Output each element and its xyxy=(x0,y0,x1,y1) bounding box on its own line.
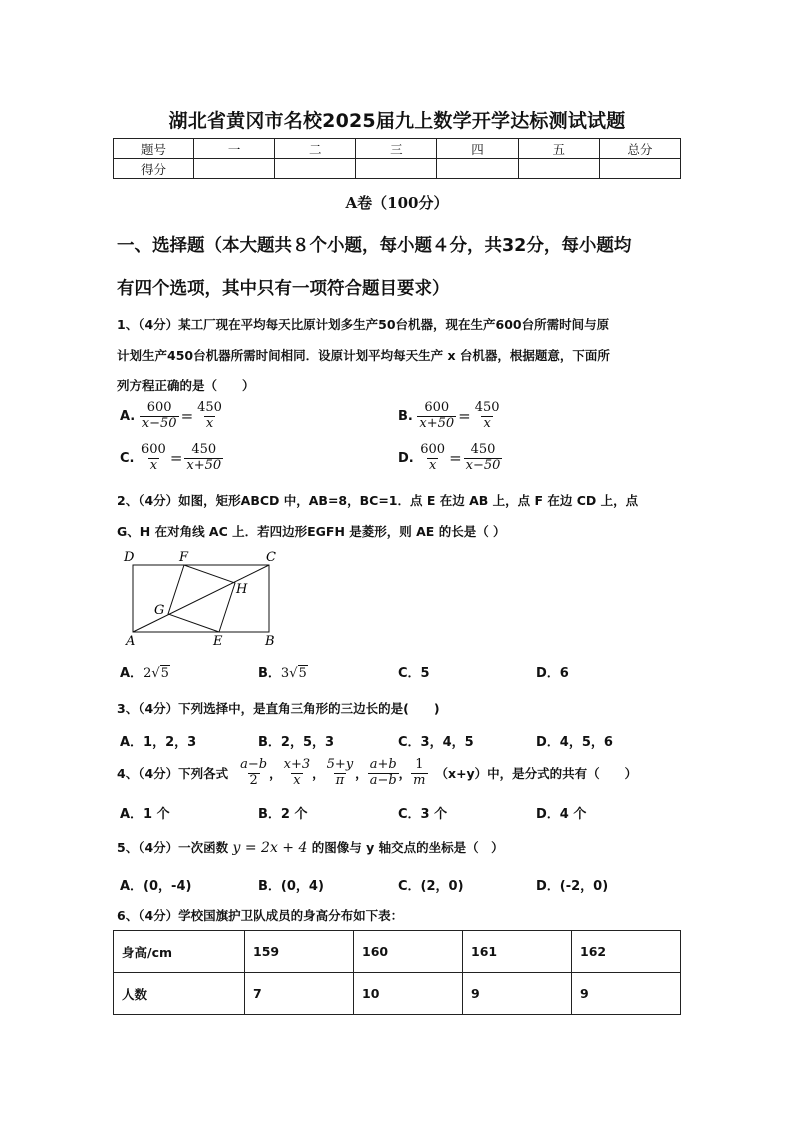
q4-stem xyxy=(117,752,687,794)
linear-function-expression: y = 2x + 4 xyxy=(232,840,308,856)
score-cell[interactable] xyxy=(599,159,680,179)
q2-line2: G、H 在对角线 AC 上．若四边形EGFH 是菱形，则 AE 的长是（ ） xyxy=(117,524,506,539)
option-text: 6 xyxy=(559,666,569,681)
fraction xyxy=(418,443,447,474)
q2-option-d[interactable] xyxy=(536,662,569,681)
diagonal-ac xyxy=(133,565,269,632)
score-header-cell: 五 xyxy=(518,139,599,159)
q3-stem: 3、（4分）下列选择中，是直角三角形的三边长的是( ) xyxy=(117,701,440,716)
table-cell: 9 xyxy=(463,973,572,1015)
separator: ， xyxy=(355,766,368,781)
fraction xyxy=(238,758,269,789)
numerator: 450 xyxy=(191,442,217,457)
option-label: A． xyxy=(120,666,144,681)
score-table-header-row xyxy=(114,139,681,159)
table-cell: 身高/cm xyxy=(114,931,245,973)
radicand: 5 xyxy=(298,666,307,681)
numerator: 450 xyxy=(474,400,500,415)
score-cell[interactable] xyxy=(356,159,437,179)
option-label: B． xyxy=(258,666,281,681)
option-label: A. xyxy=(120,408,136,424)
q5-stem xyxy=(117,838,687,856)
section-a-heading: A卷（100分） xyxy=(345,194,449,212)
denominator: x−50 xyxy=(141,415,177,431)
part1-heading-line2: 有四个选项，其中只有一项符合题目要求） xyxy=(117,279,450,299)
separator: ， xyxy=(312,766,325,781)
fraction xyxy=(325,758,356,789)
q1-option-d[interactable]: D. $\frac{600}{x}$ = $\frac{450}{x-50}$ xyxy=(398,442,501,473)
fraction xyxy=(139,443,168,474)
numerator: 1 xyxy=(415,756,424,772)
fraction xyxy=(368,758,399,789)
denominator: x xyxy=(149,457,158,473)
denominator: 2 xyxy=(249,772,258,788)
score-header-cell: 题号 xyxy=(114,139,194,159)
score-cell[interactable] xyxy=(275,159,356,179)
table-cell: 162 xyxy=(572,931,681,973)
label-f: F xyxy=(179,550,189,565)
coefficient: 2 xyxy=(143,666,152,681)
numerator: x+3 xyxy=(283,756,311,772)
q3-option-c[interactable]: C．3，4，5 xyxy=(398,735,474,750)
q2-line1: 2、（4分）如图，矩形ABCD 中，AB=8，BC=1．点 E 在边 AB 上，点 F 在边 CD 上，点 xyxy=(117,493,639,508)
q5-option-d[interactable]: D．(-2，0) xyxy=(536,879,609,894)
option-label: C. xyxy=(120,450,135,466)
option-text: 5 xyxy=(420,666,430,681)
q2-option-a[interactable] xyxy=(120,662,170,681)
q4-option-c[interactable]: C．3 个 xyxy=(398,807,448,822)
q1-line1: 1、（4分）某工厂现在平均每天比原计划多生产50台机器，现在生产600台所需时间与原 xyxy=(117,317,610,332)
numerator: 450 xyxy=(197,400,222,415)
denominator: x xyxy=(205,415,214,431)
q5-option-c[interactable]: C．(2，0) xyxy=(398,879,464,894)
numerator: 5+y xyxy=(326,756,354,772)
q1-option-c[interactable]: C. $\frac{600}{x}$ = $\frac{450}{x+50}$ xyxy=(120,442,222,473)
option-label: D． xyxy=(536,666,560,681)
fraction xyxy=(184,443,223,474)
q2-option-b[interactable] xyxy=(258,662,308,681)
exam-title: 湖北省黄冈市名校2025届九上数学开学达标测试试题 xyxy=(168,110,626,132)
numerator: a+b xyxy=(369,756,397,772)
table-cell: 9 xyxy=(572,973,681,1015)
q4-prefix: 4、（4分）下列各式 xyxy=(117,766,229,781)
table-cell: 人数 xyxy=(114,973,245,1015)
table-row xyxy=(114,931,681,973)
table-cell: 7 xyxy=(245,973,354,1015)
denominator: x+50 xyxy=(186,457,222,473)
rectangle-rhombus-figure xyxy=(120,546,280,650)
label-c: C xyxy=(266,550,276,565)
fraction xyxy=(282,758,313,789)
score-header-cell: 三 xyxy=(356,139,437,159)
score-table xyxy=(113,138,681,179)
fraction xyxy=(411,758,427,789)
score-row-label: 得分 xyxy=(114,159,194,179)
table-cell: 10 xyxy=(354,973,463,1015)
q6-stem: 6、（4分）学校国旗护卫队成员的身高分布如下表： xyxy=(117,908,404,923)
q1-line3: 列方程正确的是（ ） xyxy=(117,378,255,393)
table-cell: 160 xyxy=(354,931,463,973)
table-cell: 161 xyxy=(463,931,572,973)
label-a: A xyxy=(126,634,136,649)
denominator: x+50 xyxy=(419,415,455,431)
fraction xyxy=(464,443,503,474)
q5-option-a[interactable]: A．(0，-4) xyxy=(120,879,192,894)
q1-option-b[interactable]: B. $\frac{600}{x+50}$ = $\frac{450}{x}$ xyxy=(398,400,500,431)
q5-option-b[interactable]: B．(0，4) xyxy=(258,879,324,894)
q5-suffix: 的图像与 y 轴交点的坐标是（ ） xyxy=(311,840,504,855)
label-e: E xyxy=(213,634,223,649)
q1-line2: 计划生产450台机器所需时间相同．设原计划平均每天生产 x 台机器，根据题意，下面所 xyxy=(117,348,610,363)
radicand: 5 xyxy=(160,666,169,681)
q1-option-a[interactable]: A. $\frac{600}{x-50}$ = $\frac{450}{x}$ xyxy=(120,400,222,431)
fraction xyxy=(417,401,456,432)
q5-prefix: 5、（4分）一次函数 xyxy=(117,840,229,855)
height-distribution-table xyxy=(113,930,681,1015)
score-table-score-row xyxy=(114,159,681,179)
label-h: H xyxy=(236,582,248,597)
denominator: x−50 xyxy=(465,457,501,473)
fraction xyxy=(473,401,502,432)
q4-option-a[interactable]: A．1 个 xyxy=(120,807,170,822)
score-cell[interactable] xyxy=(518,159,599,179)
part1-heading-line1: 一、选择题（本大题共８个小题，每小题４分，共32分，每小题均 xyxy=(117,236,632,256)
q4-option-b[interactable]: B．2 个 xyxy=(258,807,308,822)
score-cell[interactable] xyxy=(437,159,518,179)
score-header-cell: 四 xyxy=(437,139,518,159)
q3-option-b[interactable]: B．2，5，3 xyxy=(258,735,335,750)
score-header-cell: 总分 xyxy=(599,139,680,159)
q3-option-a[interactable]: A．1，2，3 xyxy=(120,735,197,750)
table-cell: 159 xyxy=(245,931,354,973)
fraction xyxy=(140,401,179,432)
q2-option-c[interactable] xyxy=(398,662,430,681)
option-label: B. xyxy=(398,408,413,424)
numerator: 600 xyxy=(420,442,446,457)
numerator: 450 xyxy=(470,442,496,457)
table-row xyxy=(114,973,681,1015)
denominator: π xyxy=(335,772,345,788)
denominator: a−b xyxy=(369,772,397,788)
sqrt-expression: 3√5 xyxy=(280,666,307,681)
sqrt-expression: 2√5 xyxy=(143,666,169,681)
numerator: 600 xyxy=(424,400,450,415)
option-label: D. xyxy=(398,450,414,466)
separator: ， xyxy=(398,766,412,781)
fraction xyxy=(195,401,224,432)
label-g: G xyxy=(154,603,165,618)
score-header-cell: 一 xyxy=(194,139,275,159)
separator: ， xyxy=(269,766,282,781)
denominator: m xyxy=(413,772,426,788)
q4-suffix: （x+y）中，是分式的共有（ ） xyxy=(435,766,638,781)
score-cell[interactable] xyxy=(194,159,275,179)
label-b: B xyxy=(265,634,275,649)
numerator: 600 xyxy=(146,400,172,415)
q3-option-d[interactable]: D．4，5，6 xyxy=(536,735,613,750)
numerator: 600 xyxy=(141,442,166,457)
denominator: x xyxy=(293,772,301,788)
q4-option-d[interactable]: D．4 个 xyxy=(536,807,587,822)
label-d: D xyxy=(124,550,135,565)
denominator: x xyxy=(483,415,491,431)
score-header-cell: 二 xyxy=(275,139,356,159)
coefficient: 3 xyxy=(280,666,290,681)
option-label: C． xyxy=(398,666,421,681)
numerator: a−b xyxy=(240,756,268,772)
denominator: x xyxy=(429,457,437,473)
